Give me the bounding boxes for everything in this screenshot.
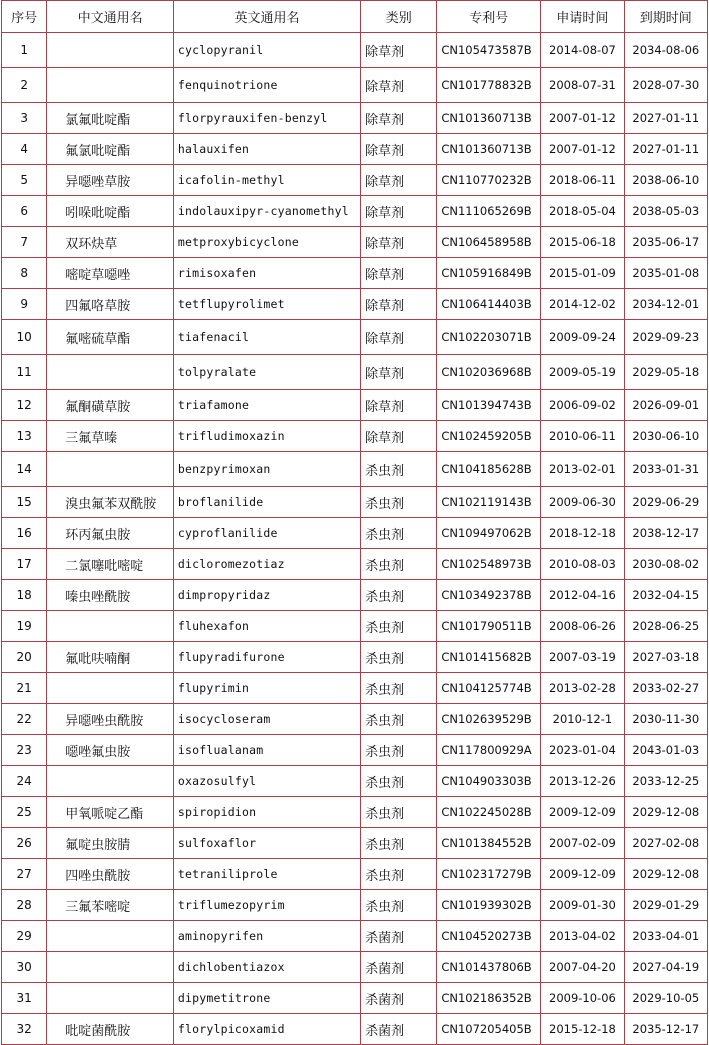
english-name-cell: dichlobentiazox xyxy=(173,952,360,983)
row-number-cell: 13 xyxy=(2,421,47,452)
category-cell: 杀菌剂 xyxy=(361,921,437,952)
row-number-cell: 29 xyxy=(2,921,47,952)
english-name-cell: dipymetitrone xyxy=(173,983,360,1014)
row-number-cell: 12 xyxy=(2,390,47,421)
table-row xyxy=(2,320,708,355)
apply-date-cell: 2007-02-09 xyxy=(541,828,624,859)
chinese-name-cell: 溴虫氟苯双酰胺 xyxy=(47,487,174,518)
apply-date-cell: 2006-09-02 xyxy=(541,390,624,421)
expire-date-cell: 2027-03-18 xyxy=(624,642,707,673)
english-name-cell: oxazosulfyl xyxy=(173,766,360,797)
english-name-cell: cyproflanilide xyxy=(173,518,360,549)
chinese-name-cell: 氟氯吡啶酯 xyxy=(47,134,174,165)
expire-date-cell: 2030-06-10 xyxy=(624,421,707,452)
patent-number-cell: CN110770232B xyxy=(437,165,541,196)
category-cell: 杀虫剂 xyxy=(361,735,437,766)
category-cell: 杀虫剂 xyxy=(361,828,437,859)
english-name-cell: flupyrimin xyxy=(173,673,360,704)
apply-date-cell: 2009-10-06 xyxy=(541,983,624,1014)
chinese-name-cell: 氟吡呋喃酮 xyxy=(47,642,174,673)
row-number-cell: 31 xyxy=(2,983,47,1014)
patent-number-cell: CN103492378B xyxy=(437,580,541,611)
table-body xyxy=(2,33,708,1045)
table-row xyxy=(2,134,708,165)
patent-number-cell: CN102317279B xyxy=(437,859,541,890)
row-number-cell: 3 xyxy=(2,103,47,134)
expire-date-cell: 2033-01-31 xyxy=(624,452,707,487)
expire-date-cell: 2032-04-15 xyxy=(624,580,707,611)
english-name-cell: florpyrauxifen-benzyl xyxy=(173,103,360,134)
category-cell: 除草剂 xyxy=(361,165,437,196)
row-number-cell: 6 xyxy=(2,196,47,227)
table-row xyxy=(2,580,708,611)
expire-date-cell: 2034-08-06 xyxy=(624,33,707,68)
table-row xyxy=(2,673,708,704)
expire-date-cell: 2029-12-08 xyxy=(624,859,707,890)
table-row xyxy=(2,355,708,390)
patent-number-cell: CN102203071B xyxy=(437,320,541,355)
expire-date-cell: 2029-01-29 xyxy=(624,890,707,921)
table-row xyxy=(2,227,708,258)
english-name-cell: sulfoxaflor xyxy=(173,828,360,859)
table-row xyxy=(2,797,708,828)
expire-date-cell: 2038-05-03 xyxy=(624,196,707,227)
table-row xyxy=(2,921,708,952)
header-expire-date: 到期时间 xyxy=(624,1,707,33)
chinese-name-cell xyxy=(47,355,174,390)
apply-date-cell: 2009-01-30 xyxy=(541,890,624,921)
chinese-name-cell: 吡啶菌酰胺 xyxy=(47,1014,174,1045)
apply-date-cell: 2015-06-18 xyxy=(541,227,624,258)
english-name-cell: flupyradifurone xyxy=(173,642,360,673)
apply-date-cell: 2018-12-18 xyxy=(541,518,624,549)
header-category: 类别 xyxy=(361,1,437,33)
row-number-cell: 28 xyxy=(2,890,47,921)
expire-date-cell: 2035-06-17 xyxy=(624,227,707,258)
english-name-cell: cyclopyranil xyxy=(173,33,360,68)
table-row xyxy=(2,196,708,227)
apply-date-cell: 2012-04-16 xyxy=(541,580,624,611)
apply-date-cell: 2013-12-26 xyxy=(541,766,624,797)
table-row xyxy=(2,859,708,890)
patent-number-cell: CN102639529B xyxy=(437,704,541,735)
table-row xyxy=(2,735,708,766)
english-name-cell: trifludimoxazin xyxy=(173,421,360,452)
category-cell: 除草剂 xyxy=(361,196,437,227)
patent-number-cell: CN101939302B xyxy=(437,890,541,921)
chinese-name-cell: 环丙氟虫胺 xyxy=(47,518,174,549)
row-number-cell: 20 xyxy=(2,642,47,673)
apply-date-cell: 2010-06-11 xyxy=(541,421,624,452)
apply-date-cell: 2018-05-04 xyxy=(541,196,624,227)
english-name-cell: tiafenacil xyxy=(173,320,360,355)
chinese-name-cell: 二氯噻吡嘧啶 xyxy=(47,549,174,580)
chinese-name-cell xyxy=(47,673,174,704)
category-cell: 除草剂 xyxy=(361,134,437,165)
row-number-cell: 4 xyxy=(2,134,47,165)
apply-date-cell: 2008-06-26 xyxy=(541,611,624,642)
category-cell: 杀虫剂 xyxy=(361,704,437,735)
chinese-name-cell: 氯氟吡啶酯 xyxy=(47,103,174,134)
english-name-cell: metproxybicyclone xyxy=(173,227,360,258)
patent-number-cell: CN101415682B xyxy=(437,642,541,673)
english-name-cell: halauxifen xyxy=(173,134,360,165)
chinese-name-cell xyxy=(47,952,174,983)
row-number-cell: 25 xyxy=(2,797,47,828)
chinese-name-cell: 三氟苯嘧啶 xyxy=(47,890,174,921)
apply-date-cell: 2018-06-11 xyxy=(541,165,624,196)
row-number-cell: 27 xyxy=(2,859,47,890)
english-name-cell: rimisoxafen xyxy=(173,258,360,289)
english-name-cell: broflanilide xyxy=(173,487,360,518)
table-row xyxy=(2,258,708,289)
apply-date-cell: 2009-09-24 xyxy=(541,320,624,355)
table-row xyxy=(2,452,708,487)
category-cell: 杀虫剂 xyxy=(361,890,437,921)
apply-date-cell: 2007-01-12 xyxy=(541,103,624,134)
table-row xyxy=(2,704,708,735)
row-number-cell: 18 xyxy=(2,580,47,611)
apply-date-cell: 2009-12-09 xyxy=(541,859,624,890)
patent-number-cell: CN106414403B xyxy=(437,289,541,320)
apply-date-cell: 2013-02-28 xyxy=(541,673,624,704)
english-name-cell: icafolin-methyl xyxy=(173,165,360,196)
expire-date-cell: 2028-06-25 xyxy=(624,611,707,642)
row-number-cell: 2 xyxy=(2,68,47,103)
patent-number-cell: CN101360713B xyxy=(437,103,541,134)
english-name-cell: florylpicoxamid xyxy=(173,1014,360,1045)
patent-number-cell: CN102119143B xyxy=(437,487,541,518)
english-name-cell: triflumezopyrim xyxy=(173,890,360,921)
apply-date-cell: 2014-08-07 xyxy=(541,33,624,68)
table-row xyxy=(2,549,708,580)
apply-date-cell: 2007-03-19 xyxy=(541,642,624,673)
expire-date-cell: 2027-04-19 xyxy=(624,952,707,983)
chinese-name-cell: 双环炔草 xyxy=(47,227,174,258)
expire-date-cell: 2029-05-18 xyxy=(624,355,707,390)
english-name-cell: spiropidion xyxy=(173,797,360,828)
chinese-name-cell: 异噁唑虫酰胺 xyxy=(47,704,174,735)
row-number-cell: 1 xyxy=(2,33,47,68)
english-name-cell: fenquinotrione xyxy=(173,68,360,103)
category-cell: 杀菌剂 xyxy=(361,983,437,1014)
patent-number-cell: CN117800929A xyxy=(437,735,541,766)
category-cell: 除草剂 xyxy=(361,390,437,421)
row-number-cell: 17 xyxy=(2,549,47,580)
patent-number-cell: CN102459205B xyxy=(437,421,541,452)
chinese-name-cell xyxy=(47,766,174,797)
table-row xyxy=(2,952,708,983)
expire-date-cell: 2033-12-25 xyxy=(624,766,707,797)
english-name-cell: isoflualanam xyxy=(173,735,360,766)
table-row xyxy=(2,103,708,134)
patent-number-cell: CN102548973B xyxy=(437,549,541,580)
chinese-name-cell xyxy=(47,921,174,952)
chinese-name-cell: 氟啶虫胺腈 xyxy=(47,828,174,859)
expire-date-cell: 2033-04-01 xyxy=(624,921,707,952)
category-cell: 除草剂 xyxy=(361,103,437,134)
table-row xyxy=(2,1014,708,1045)
english-name-cell: isocycloseram xyxy=(173,704,360,735)
english-name-cell: benzpyrimoxan xyxy=(173,452,360,487)
expire-date-cell: 2033-02-27 xyxy=(624,673,707,704)
expire-date-cell: 2043-01-03 xyxy=(624,735,707,766)
chinese-name-cell: 氟嘧硫草酯 xyxy=(47,320,174,355)
row-number-cell: 11 xyxy=(2,355,47,390)
patent-number-cell: CN101790511B xyxy=(437,611,541,642)
chinese-name-cell: 四氟咯草胺 xyxy=(47,289,174,320)
category-cell: 杀虫剂 xyxy=(361,859,437,890)
patent-number-cell: CN109497062B xyxy=(437,518,541,549)
expire-date-cell: 2034-12-01 xyxy=(624,289,707,320)
category-cell: 杀虫剂 xyxy=(361,611,437,642)
table-row xyxy=(2,828,708,859)
category-cell: 除草剂 xyxy=(361,227,437,258)
row-number-cell: 8 xyxy=(2,258,47,289)
patent-number-cell: CN102245028B xyxy=(437,797,541,828)
table-row xyxy=(2,487,708,518)
table-row xyxy=(2,890,708,921)
row-number-cell: 5 xyxy=(2,165,47,196)
header-row xyxy=(2,1,708,33)
apply-date-cell: 2007-01-12 xyxy=(541,134,624,165)
apply-date-cell: 2009-06-30 xyxy=(541,487,624,518)
row-number-cell: 23 xyxy=(2,735,47,766)
patent-number-cell: CN102186352B xyxy=(437,983,541,1014)
expire-date-cell: 2029-09-23 xyxy=(624,320,707,355)
expire-date-cell: 2027-01-11 xyxy=(624,103,707,134)
row-number-cell: 22 xyxy=(2,704,47,735)
category-cell: 杀菌剂 xyxy=(361,952,437,983)
table-row xyxy=(2,983,708,1014)
english-name-cell: tolpyralate xyxy=(173,355,360,390)
apply-date-cell: 2013-02-01 xyxy=(541,452,624,487)
chinese-name-cell: 氟酮磺草胺 xyxy=(47,390,174,421)
row-number-cell: 9 xyxy=(2,289,47,320)
expire-date-cell: 2038-12-17 xyxy=(624,518,707,549)
expire-date-cell: 2030-08-02 xyxy=(624,549,707,580)
apply-date-cell: 2010-12-1 xyxy=(541,704,624,735)
category-cell: 杀虫剂 xyxy=(361,549,437,580)
chinese-name-cell xyxy=(47,68,174,103)
header-apply-date: 申请时间 xyxy=(541,1,624,33)
table-row xyxy=(2,289,708,320)
apply-date-cell: 2010-08-03 xyxy=(541,549,624,580)
header-no: 序号 xyxy=(2,1,47,33)
patent-number-cell: CN107205405B xyxy=(437,1014,541,1045)
table-row xyxy=(2,611,708,642)
header-en-name: 英文通用名 xyxy=(173,1,360,33)
patent-number-cell: CN104125774B xyxy=(437,673,541,704)
patent-number-cell: CN111065269B xyxy=(437,196,541,227)
english-name-cell: tetflupyrolimet xyxy=(173,289,360,320)
english-name-cell: dicloromezotiaz xyxy=(173,549,360,580)
patent-number-cell: CN101384552B xyxy=(437,828,541,859)
category-cell: 杀虫剂 xyxy=(361,580,437,611)
chinese-name-cell: 嘧啶草噁唑 xyxy=(47,258,174,289)
patent-number-cell: CN101778832B xyxy=(437,68,541,103)
english-name-cell: dimpropyridaz xyxy=(173,580,360,611)
patent-number-cell: CN102036968B xyxy=(437,355,541,390)
chinese-name-cell xyxy=(47,452,174,487)
row-number-cell: 10 xyxy=(2,320,47,355)
table-row xyxy=(2,390,708,421)
category-cell: 除草剂 xyxy=(361,320,437,355)
table-row xyxy=(2,165,708,196)
patent-number-cell: CN104903303B xyxy=(437,766,541,797)
category-cell: 杀菌剂 xyxy=(361,1014,437,1045)
table-row xyxy=(2,68,708,103)
expire-date-cell: 2027-02-08 xyxy=(624,828,707,859)
expire-date-cell: 2035-12-17 xyxy=(624,1014,707,1045)
apply-date-cell: 2009-12-09 xyxy=(541,797,624,828)
patent-number-cell: CN106458958B xyxy=(437,227,541,258)
apply-date-cell: 2015-01-09 xyxy=(541,258,624,289)
expire-date-cell: 2027-01-11 xyxy=(624,134,707,165)
table-row xyxy=(2,421,708,452)
category-cell: 除草剂 xyxy=(361,258,437,289)
english-name-cell: aminopyrifen xyxy=(173,921,360,952)
expire-date-cell: 2028-07-30 xyxy=(624,68,707,103)
expire-date-cell: 2029-12-08 xyxy=(624,797,707,828)
patent-number-cell: CN101360713B xyxy=(437,134,541,165)
english-name-cell: fluhexafon xyxy=(173,611,360,642)
patent-number-cell: CN101394743B xyxy=(437,390,541,421)
expire-date-cell: 2029-06-29 xyxy=(624,487,707,518)
chinese-name-cell xyxy=(47,983,174,1014)
apply-date-cell: 2007-04-20 xyxy=(541,952,624,983)
category-cell: 除草剂 xyxy=(361,289,437,320)
category-cell: 除草剂 xyxy=(361,355,437,390)
apply-date-cell: 2014-12-02 xyxy=(541,289,624,320)
patent-number-cell: CN105916849B xyxy=(437,258,541,289)
chinese-name-cell: 异噁唑草胺 xyxy=(47,165,174,196)
english-name-cell: tetraniliprole xyxy=(173,859,360,890)
table-row xyxy=(2,766,708,797)
expire-date-cell: 2030-11-30 xyxy=(624,704,707,735)
category-cell: 杀虫剂 xyxy=(361,452,437,487)
apply-date-cell: 2013-04-02 xyxy=(541,921,624,952)
row-number-cell: 16 xyxy=(2,518,47,549)
english-name-cell: indolauxipyr-cyanomethyl xyxy=(173,196,360,227)
category-cell: 杀虫剂 xyxy=(361,487,437,518)
chinese-name-cell: 三氟草嗪 xyxy=(47,421,174,452)
expire-date-cell: 2029-10-05 xyxy=(624,983,707,1014)
row-number-cell: 24 xyxy=(2,766,47,797)
chinese-name-cell: 甲氧哌啶乙酯 xyxy=(47,797,174,828)
table-row xyxy=(2,33,708,68)
patent-table xyxy=(1,0,708,1045)
chinese-name-cell xyxy=(47,611,174,642)
patent-number-cell: CN104185628B xyxy=(437,452,541,487)
category-cell: 杀虫剂 xyxy=(361,797,437,828)
apply-date-cell: 2009-05-19 xyxy=(541,355,624,390)
expire-date-cell: 2035-01-08 xyxy=(624,258,707,289)
chinese-name-cell: 嗪虫唑酰胺 xyxy=(47,580,174,611)
chinese-name-cell: 噁唑氟虫胺 xyxy=(47,735,174,766)
patent-number-cell: CN105473587B xyxy=(437,33,541,68)
apply-date-cell: 2023-01-04 xyxy=(541,735,624,766)
row-number-cell: 26 xyxy=(2,828,47,859)
row-number-cell: 14 xyxy=(2,452,47,487)
category-cell: 杀虫剂 xyxy=(361,766,437,797)
row-number-cell: 21 xyxy=(2,673,47,704)
expire-date-cell: 2038-06-10 xyxy=(624,165,707,196)
category-cell: 除草剂 xyxy=(361,421,437,452)
english-name-cell: triafamone xyxy=(173,390,360,421)
category-cell: 除草剂 xyxy=(361,68,437,103)
category-cell: 除草剂 xyxy=(361,33,437,68)
row-number-cell: 30 xyxy=(2,952,47,983)
row-number-cell: 32 xyxy=(2,1014,47,1045)
chinese-name-cell: 四唑虫酰胺 xyxy=(47,859,174,890)
apply-date-cell: 2015-12-18 xyxy=(541,1014,624,1045)
chinese-name-cell: 吲哚吡啶酯 xyxy=(47,196,174,227)
patent-number-cell: CN101437806B xyxy=(437,952,541,983)
category-cell: 杀虫剂 xyxy=(361,642,437,673)
row-number-cell: 15 xyxy=(2,487,47,518)
category-cell: 杀虫剂 xyxy=(361,518,437,549)
header-cn-name: 中文通用名 xyxy=(47,1,174,33)
row-number-cell: 19 xyxy=(2,611,47,642)
chinese-name-cell xyxy=(47,33,174,68)
patent-number-cell: CN104520273B xyxy=(437,921,541,952)
expire-date-cell: 2026-09-01 xyxy=(624,390,707,421)
table-row xyxy=(2,642,708,673)
table-row xyxy=(2,518,708,549)
row-number-cell: 7 xyxy=(2,227,47,258)
header-patent-no: 专利号 xyxy=(437,1,541,33)
category-cell: 杀虫剂 xyxy=(361,673,437,704)
apply-date-cell: 2008-07-31 xyxy=(541,68,624,103)
